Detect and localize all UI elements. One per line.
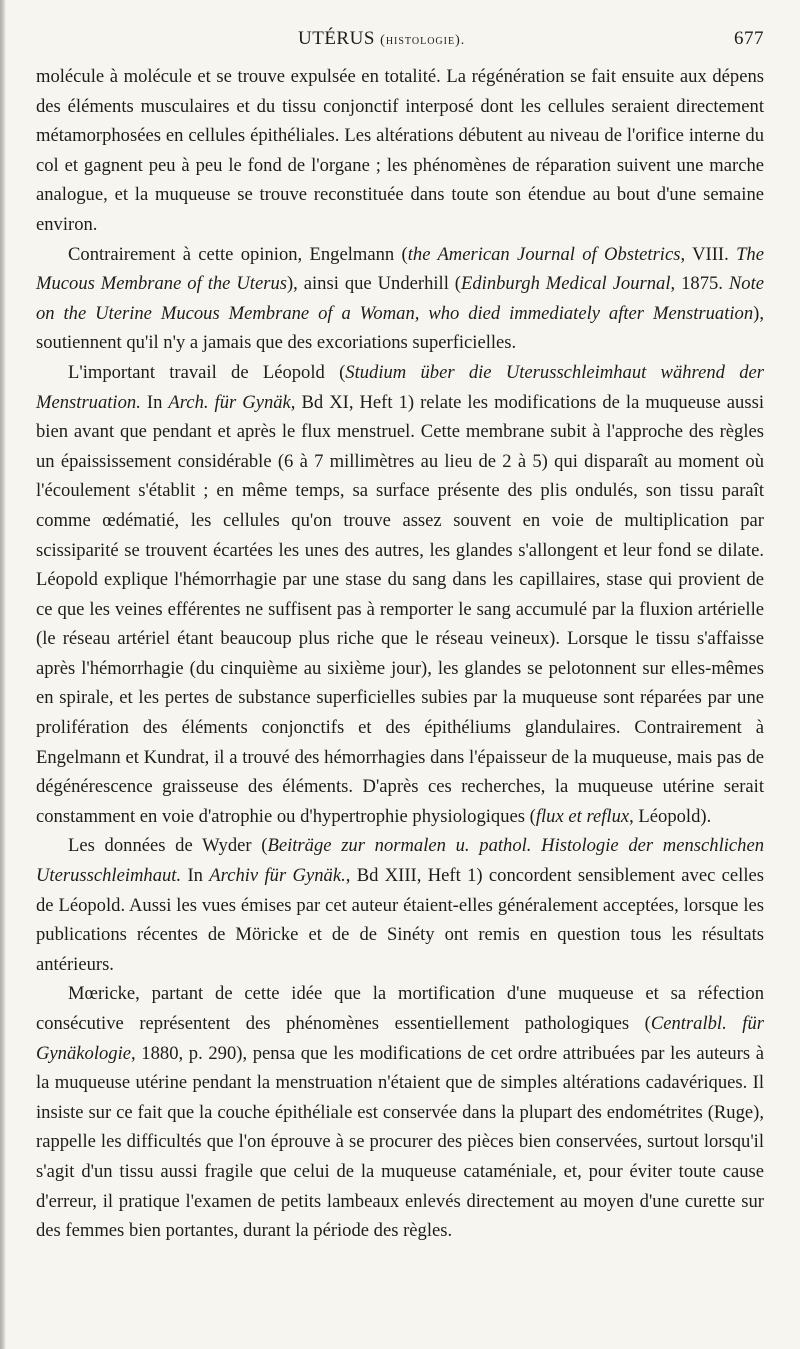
running-title-main: UTÉRUS (298, 28, 375, 49)
italic-citation: flux et reflux (535, 805, 630, 827)
text-span: , 1880, p. 290), pensa que les modifications de cet ordre attribuées par les auteurs à la muqueuse utérine pendant la menstruation n'étaient que de simples altérations cadavériques. Il insiste sur ce fait que la couche épithéliale est conservée dans la plupart des endométrites (Ruge), rappelle les difficultés que l'on éprouve à se procurer des pièces bien conservées, surtout lorsqu'il s'agit d'un tissu aussi fragile que celui de la muqueuse cataméniale, et, pour éviter toute cause d'erreur, il pratique l'examen de petits lambeaux enlevés directement au moyen d'une curette sur des femmes bien portantes, durant la période des règles. (36, 1042, 764, 1242)
book-page (36, 18, 764, 1246)
text-span: , Léopold). (629, 805, 712, 827)
italic-citation: Centralbl. für Gynäkologie (36, 1013, 764, 1064)
text-span: Mœricke, partant de cette idée que la mortification d'une muqueuse et sa réfection consécutive représentent des phénomènes essentiellement pathologiques ( (36, 983, 764, 1034)
running-header (36, 18, 764, 62)
text-span: Contrairement à cette opinion, Engelmann ( (68, 243, 408, 265)
italic-citation: Note on the Uterine Mucous Membrane of a Woman, who died immediately after Menstruation (36, 273, 765, 324)
paragraph (36, 62, 764, 240)
text-span: Les données de Wyder ( (68, 835, 268, 857)
italic-citation: Archiv für Gynäk. (209, 865, 346, 887)
body-text (36, 62, 764, 1246)
text-span: , Bd XI, Heft 1) relate les modifications de la muqueuse aussi bien avant que pendant et après le flux menstruel. Cette membrane subit à l'approche des règles un épaississement considérable (6 à 7 millimètres au lieu de 2 à 5) qui disparaît au moment où l'écoulement s'établit ; en même temps, sa surface présente des plis ondulés, son tissu paraît comme œdématié, les cellules qu'on trouve assez souvent en voie de multiplication par scissiparité se trouvent écartées les unes des autres, les glandes s'allongent et leur fond se dilate. Léopold explique l'hémorrhagie par une stase du sang dans les capillaires, stase qui provient de ce que les veines efférentes ne suffisent pas à remporter le sang accumulé par la fluxion artérielle (le réseau artériel étant beaucoup plus riche que le réseau veineux). Lorsque le tissu s'affaisse après l'hémorrhagie (du cinquième au sixième jour), les glandes se pelotonnent sur elles-mêmes en spirale, et les pertes de substance superficielles subies par la muqueuse sont réparées par une prolifération des éléments conjonctifs et des épithéliums glandulaires. Contrairement à Engelmann et Kundrat, il a trouvé des hémorrhagies dans l'épaisseur de la muqueuse, mais pas de dégénérescence graisseuse des éléments. D'après ces recherches, la muqueuse utérine serait constamment en voie d'atrophie ou d'hypertrophie physiologiques ( (36, 391, 764, 827)
paragraph (36, 358, 764, 832)
text-span: molécule à molécule et se trouve expulsée en totalité. La régénération se fait ensuite aux dépens des éléments musculaires et du tissu conjonctif interposé dont les cellules seraient directement métamorphosées en cellules épithéliales. Les altérations débutent au niveau de l'orifice interne du col et gagnent peu à peu le fond de l'organe ; les phénomènes de réparation suivent une marche analogue, et la muqueuse se trouve reconstituée dans toute son étendue au bout d'une semaine environ. (36, 66, 764, 235)
page-binding-shadow (0, 0, 6, 1349)
text-span: , 1875. (670, 273, 729, 295)
running-title (298, 28, 465, 50)
italic-citation: Edinburgh Medical Journal (461, 273, 671, 295)
paragraph (36, 240, 764, 358)
paragraph (36, 979, 764, 1245)
text-span: ), ainsi que Underhill ( (286, 273, 462, 295)
text-span: L'important travail de Léopold ( (68, 361, 346, 383)
italic-citation: The Mucous Membrane of the Uterus (36, 243, 764, 295)
paragraph (36, 831, 764, 979)
text-span: In (181, 865, 210, 887)
italic-citation: Studium über die Uterusschleimhaut während der Menstruation. (36, 361, 765, 413)
italic-citation: Arch. für Gynäk (168, 391, 291, 413)
text-span: ), soutiennent qu'il n'y a jamais que des excoriations superficielles. (36, 302, 764, 354)
italic-citation: the American Journal of Obstetrics (407, 243, 681, 265)
running-title-sub: (histologie). (380, 33, 466, 48)
text-span: , VIII. (680, 243, 737, 265)
page-number: 677 (734, 28, 764, 49)
text-span: In (140, 391, 169, 413)
italic-citation: Beiträge zur normalen u. pathol. Histologie der menschlichen Uterusschleimhaut. (36, 835, 765, 887)
text-span: , Bd XIII, Heft 1) concordent sensiblement avec celles de Léopold. Aussi les vues émises par cet auteur étaient-elles généralement acceptées, lorsque les publications récentes de Möricke et de de Sinéty ont remis en question tous les résultats antérieurs. (36, 865, 764, 975)
